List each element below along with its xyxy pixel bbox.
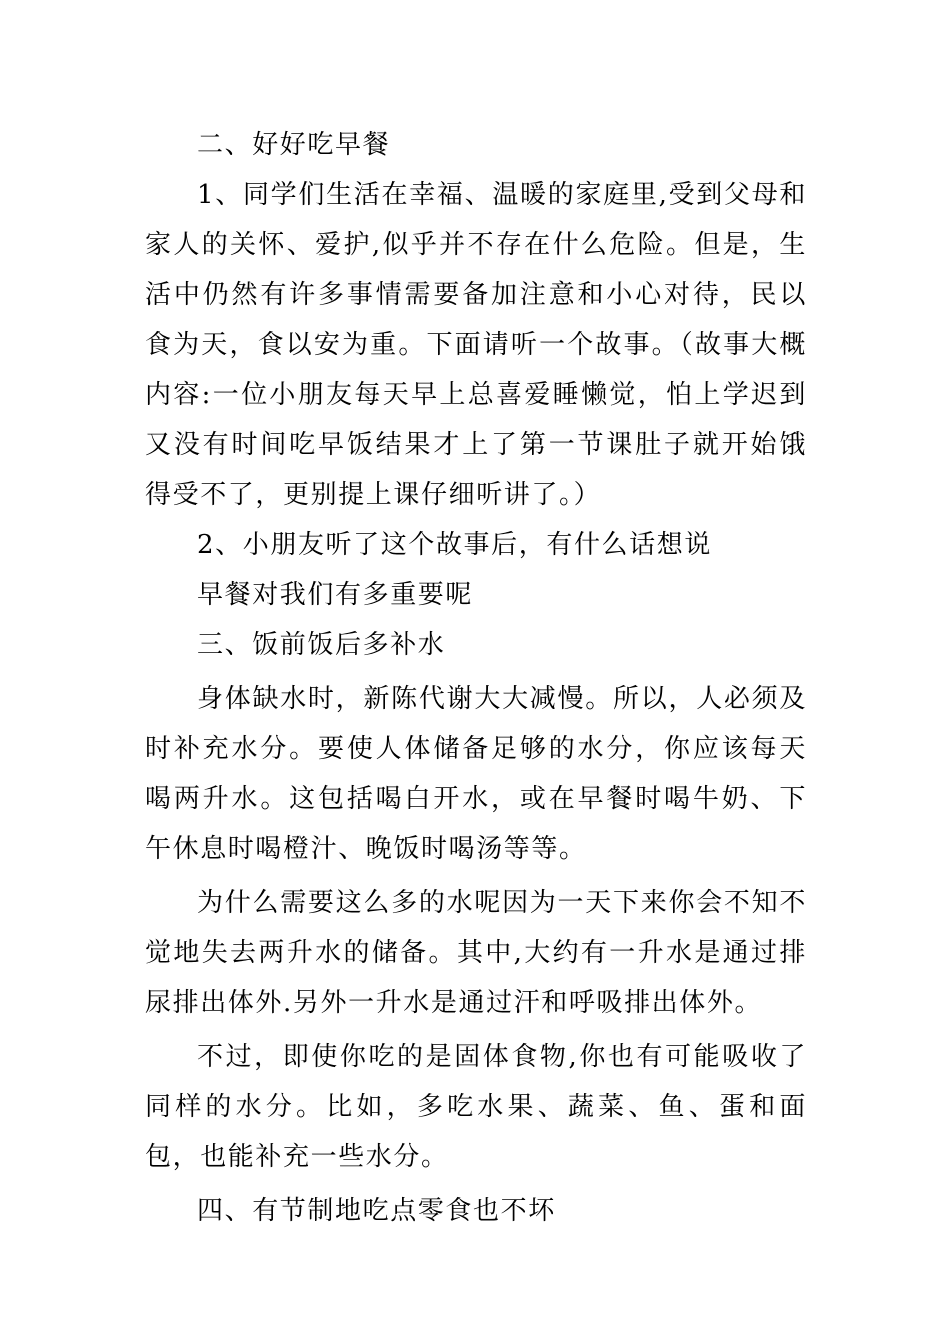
paragraph-dehydration: 身体缺水时，新陈代谢大大减慢。所以，人必须及时补充水分。要使人体储备足够的水分，你应该每天喝两升水。这包括喝白开水，或在早餐时喝牛奶、下午休息时喝橙汁、晚饭时喝汤等等。	[145, 684, 807, 864]
section-heading-water: 三、饭前饭后多补水	[197, 630, 446, 660]
section-heading-snacks: 四、有节制地吃点零食也不坏	[197, 1196, 556, 1226]
document-body	[145, 120, 807, 1236]
paragraph-breakfast-importance: 早餐对我们有多重要呢	[197, 580, 474, 610]
section-heading-breakfast: 二、好好吃早餐	[197, 130, 391, 160]
paragraph-question: 2、小朋友听了这个故事后，有什么话想说	[197, 530, 712, 560]
paragraph-why-water: 为什么需要这么多的水呢因为一天下来你会不知不觉地失去两升水的储备。其中,大约有一升水是通过排尿排出体外.另外一升水是通过汗和呼吸排出体外。	[145, 888, 807, 1018]
paragraph-story: 1、同学们生活在幸福、温暖的家庭里,受到父母和家人的关怀、爱护,似乎并不存在什么危险。但是，生活中仍然有许多事情需要备加注意和小心对待，民以食为天，食以安为重。下面请听一个故事。（故事大概内容:一位小朋友每天早上总喜爱睡懒觉，怕上学迟到又没有时间吃早饭结果才上了第一节课肚子就开始饿得受不了，更别提上课仔细听讲了。）	[145, 180, 807, 510]
paragraph-solid-food: 不过，即使你吃的是固体食物,你也有可能吸收了同样的水分。比如，多吃水果、蔬菜、鱼、蛋和面包，也能补充一些水分。	[145, 1042, 807, 1172]
